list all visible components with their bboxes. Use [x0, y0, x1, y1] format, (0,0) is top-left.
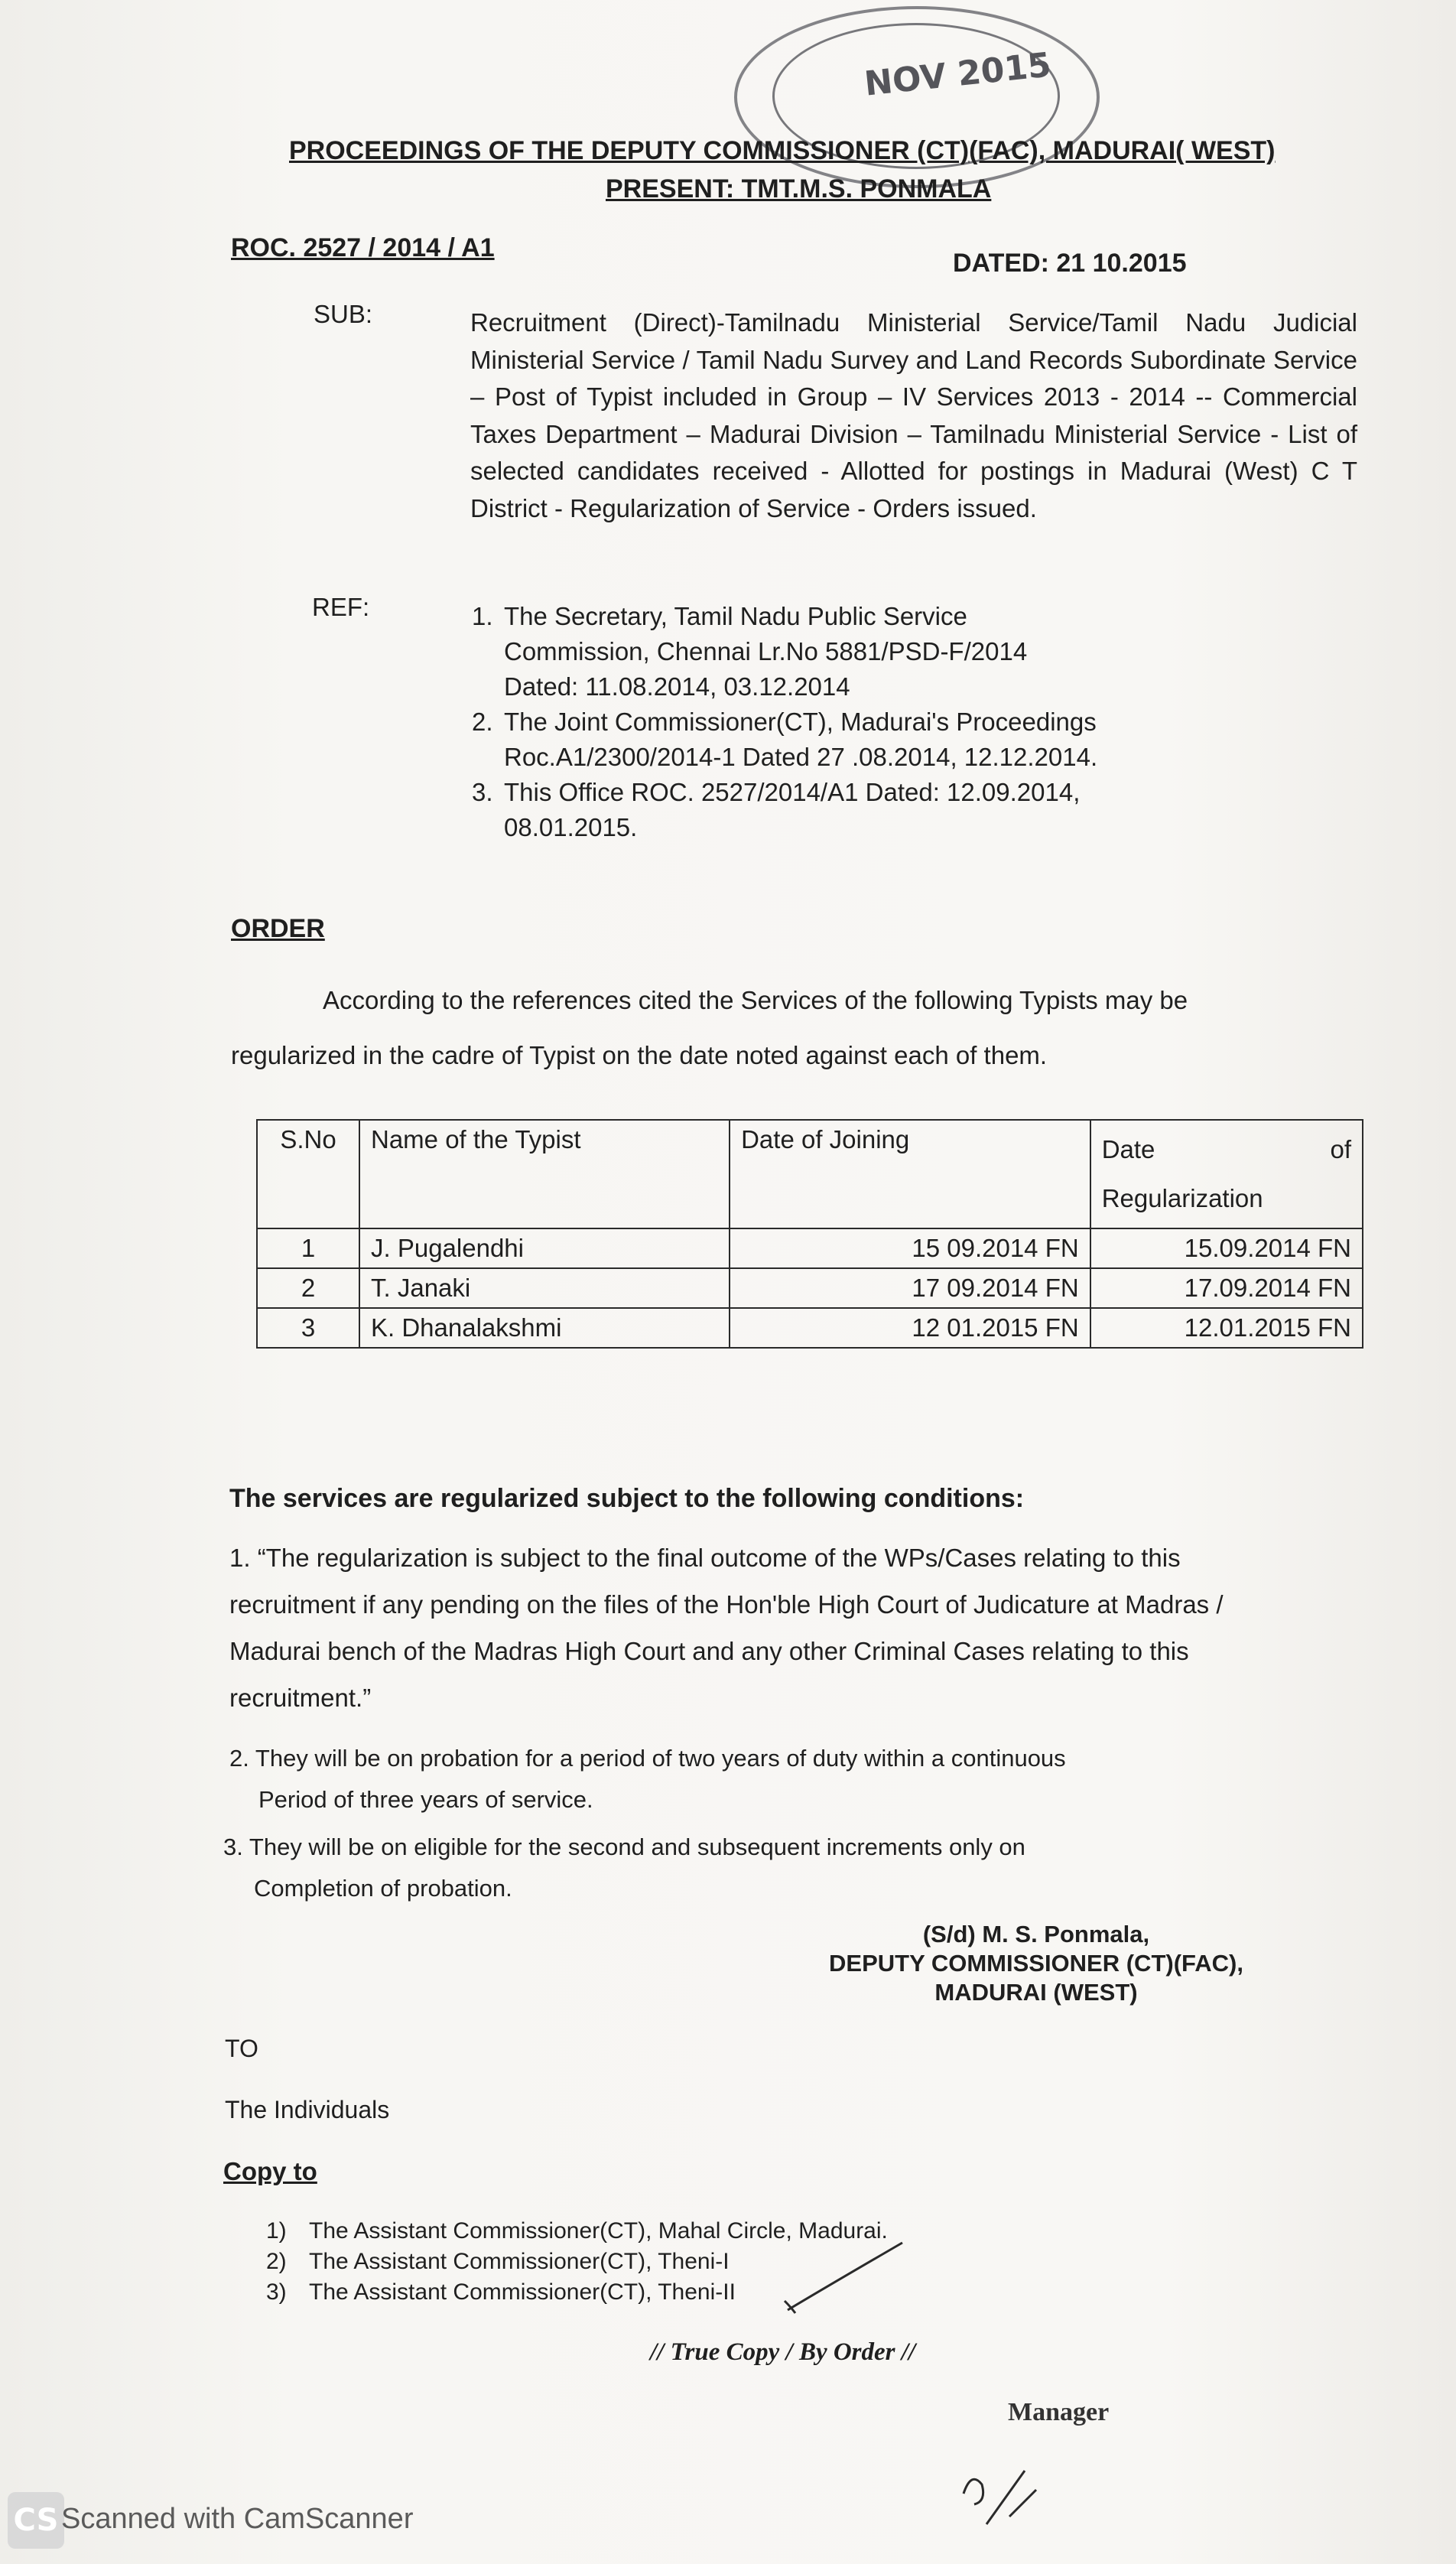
- stamp-date: NOV 2015: [863, 45, 1053, 104]
- copy-to-title: Copy to: [223, 2157, 317, 2185]
- roc-number: ROC. 2527 / 2014 / A1: [231, 233, 495, 262]
- table-row: 3 K. Dhanalakshmi 12 01.2015 FN 12.01.2015 FN: [257, 1308, 1363, 1348]
- present-line: PRESENT: TMT.M.S. PONMALA: [606, 174, 992, 203]
- ref-label: REF:: [312, 593, 370, 621]
- conditions-title: The services are regularized subject to the following conditions:: [229, 1484, 1025, 1513]
- camscanner-label: Scanned with CamScanner: [61, 2503, 414, 2535]
- handwritten-initials: [956, 2448, 1048, 2532]
- handwritten-tick: [780, 2234, 910, 2318]
- signature-block: (S/d) M. S. Ponmala, DEPUTY COMMISSIONER (CT)(FAC), MADURAI (WEST): [829, 1921, 1243, 2006]
- true-copy-note: // True Copy / By Order //: [650, 2338, 916, 2366]
- sub-label: SUB:: [314, 300, 373, 328]
- to-recipient: The Individuals: [225, 2096, 390, 2123]
- table-row: 2 T. Janaki 17 09.2014 FN 17.09.2014 FN: [257, 1268, 1363, 1308]
- dated: DATED: 21 10.2015: [953, 249, 1187, 278]
- order-intro-line-1: According to the references cited the Services of the following Typists may be: [323, 986, 1188, 1014]
- condition-2: 2. They will be on probation for a period of two years of duty within a continuous Period of three years of service.: [229, 1745, 1066, 1813]
- manager-signature: Manager: [1008, 2398, 1110, 2426]
- header-name: Name of the Typist: [359, 1120, 730, 1228]
- subject-text: Recruitment (Direct)-Tamilnadu Ministerial Service/Tamil Nadu Judicial Ministerial Service / Tamil Nadu Survey and Land Records Subordinate Service – Post of Typist included in Group – IV Services 2013 - 2014 -- Commercial Taxes Department – Madurai Division – Tamilnadu Ministerial Service - List of selected candidates received - Allotted for postings in Madurai (West) C T District - Regularization of Service - Orders issued.: [470, 308, 1357, 522]
- order-title: ORDER: [231, 914, 325, 943]
- reference-item: 2. The Joint Commissioner(CT), Madurai's Proceedings Roc.A1/2300/2014-1 Dated 27 .08.2014, 12.12.2014.: [472, 708, 1098, 771]
- reference-item: 3. This Office ROC. 2527/2014/A1 Dated: 12.09.2014, 08.01.2015.: [472, 778, 1081, 841]
- order-intro-line-2: regularized in the cadre of Typist on the date noted against each of them.: [231, 1041, 1048, 1069]
- to-label: TO: [225, 2035, 258, 2062]
- header-sno: S.No: [257, 1120, 359, 1228]
- table-header-row: [257, 1120, 1363, 1228]
- list-item: 3) The Assistant Commissioner(CT), Theni-II: [266, 2279, 736, 2305]
- header-date-joining: Date of Joining: [730, 1120, 1090, 1228]
- camscanner-logo: CS: [8, 2492, 64, 2549]
- typists-table: [256, 1119, 1363, 1349]
- header-date-regularization: Date of Regularization: [1090, 1120, 1363, 1228]
- reference-list: [472, 599, 1374, 845]
- list-item: 1) The Assistant Commissioner(CT), Mahal Circle, Madurai.: [266, 2218, 888, 2244]
- proceedings-heading: PROCEEDINGS OF THE DEPUTY COMMISSIONER (CT)(FAC), MADURAI( WEST): [289, 136, 1276, 165]
- table-row: 1 J. Pugalendhi 15 09.2014 FN 15.09.2014 FN: [257, 1228, 1363, 1268]
- reference-item: 1. The Secretary, Tamil Nadu Public Service Commission, Chennai Lr.No 5881/PSD-F/2014 Dated: 11.08.2014, 03.12.2014: [472, 602, 1028, 701]
- condition-1: 1. “The regularization is subject to the final outcome of the WPs/Cases relating to this recruitment if any pending on the files of the Hon'ble High Court of Judicature at Madras / Madurai bench of the Madras High Court and any other Criminal Cases relating to this recruitment.”: [229, 1544, 1224, 1712]
- list-item: 2) The Assistant Commissioner(CT), Theni-I: [266, 2249, 730, 2274]
- condition-3: 3. They will be on eligible for the second and subsequent increments only on Completion of probation.: [223, 1834, 1025, 1902]
